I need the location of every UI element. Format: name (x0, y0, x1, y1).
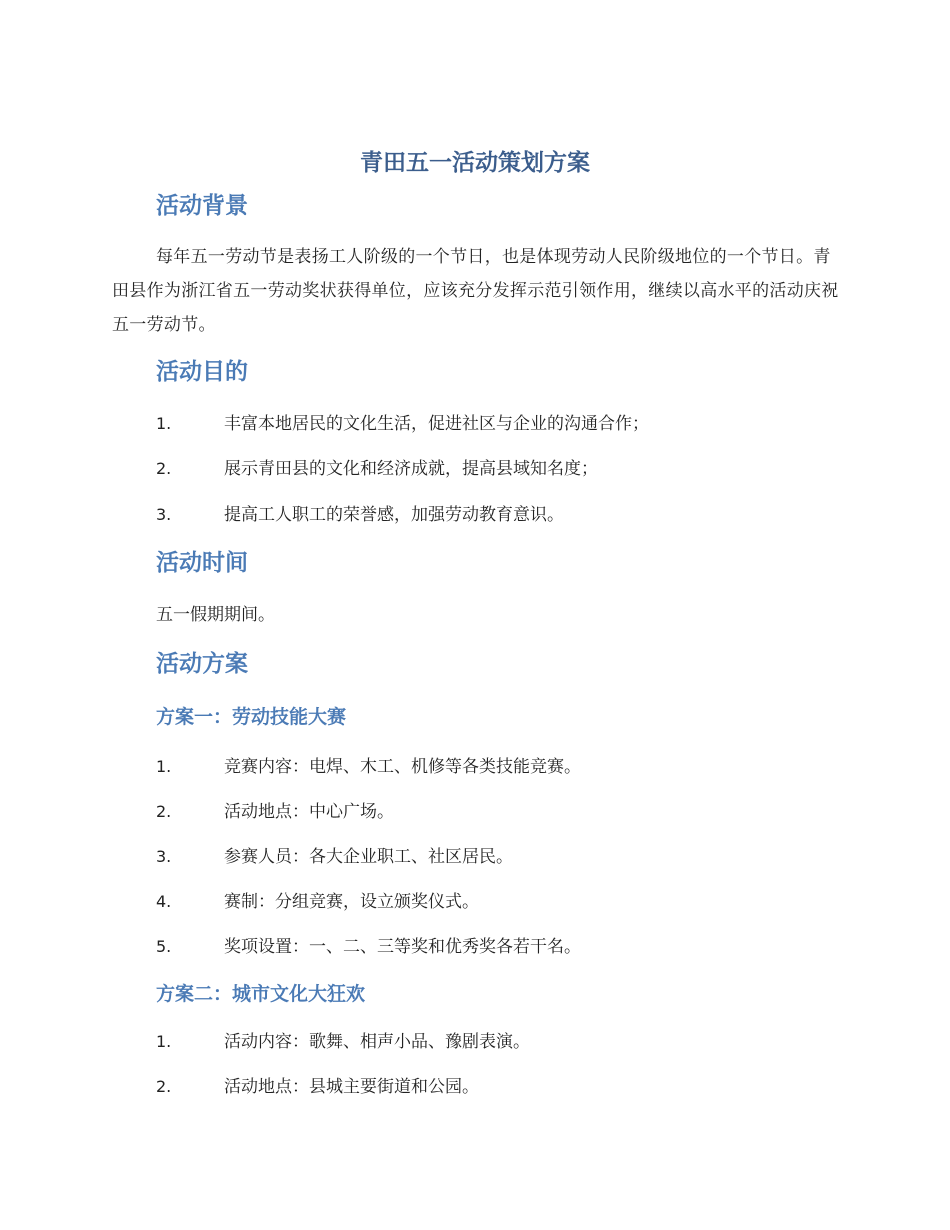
background-paragraph: 每年五一劳动节是表扬工人阶级的一个节日，也是体现劳动人民阶级地位的一个节日。青田县作为浙江省五一劳动奖状获得单位，应该充分发挥示范引领作用，继续以高水平的活动庆祝五一劳动节。 (112, 247, 839, 335)
list-number: 1. (156, 414, 172, 433)
list-number: 3. (156, 505, 172, 524)
list-text: 提高工人职工的荣誉感，加强劳动教育意识。 (224, 505, 564, 525)
heading-plan: 活动方案 (156, 651, 248, 677)
list-text: 竞赛内容：电焊、木工、机修等各类技能竞赛。 (224, 757, 581, 777)
heading-plan-two: 方案二：城市文化大狂欢 (156, 983, 366, 1005)
document-title: 青田五一活动策划方案 (360, 150, 590, 176)
list-text: 赛制：分组竞赛，设立颁奖仪式。 (224, 892, 479, 912)
heading-purpose: 活动目的 (156, 359, 248, 385)
list-text: 参赛人员：各大企业职工、社区居民。 (224, 847, 513, 867)
list-item (156, 1029, 856, 1055)
heading-background: 活动背景 (156, 193, 248, 219)
list-item (156, 934, 856, 960)
list-number: 2. (156, 459, 172, 478)
list-number: 5. (156, 937, 172, 956)
heading-plan-one: 方案一：劳动技能大赛 (156, 706, 347, 728)
list-item (156, 799, 856, 825)
time-text: 五一假期期间。 (156, 605, 275, 625)
list-number: 3. (156, 847, 172, 866)
list-number: 1. (156, 757, 172, 776)
list-number: 2. (156, 802, 172, 821)
list-item (156, 889, 856, 915)
list-text: 活动地点：中心广场。 (224, 802, 394, 822)
list-item (156, 844, 856, 870)
list-item (156, 456, 856, 482)
list-item (156, 754, 856, 780)
list-item (156, 1074, 856, 1100)
list-text: 活动地点：县城主要街道和公园。 (224, 1077, 479, 1097)
list-text: 丰富本地居民的文化生活，促进社区与企业的沟通合作； (224, 414, 649, 434)
list-item (156, 502, 856, 528)
list-text: 奖项设置：一、二、三等奖和优秀奖各若干名。 (224, 937, 581, 957)
list-item (156, 411, 856, 437)
list-number: 1. (156, 1032, 172, 1051)
list-text: 活动内容：歌舞、相声小品、豫剧表演。 (224, 1032, 530, 1052)
list-text: 展示青田县的文化和经济成就，提高县域知名度； (224, 459, 598, 479)
heading-time: 活动时间 (156, 550, 248, 576)
list-number: 2. (156, 1077, 172, 1096)
list-number: 4. (156, 892, 172, 911)
